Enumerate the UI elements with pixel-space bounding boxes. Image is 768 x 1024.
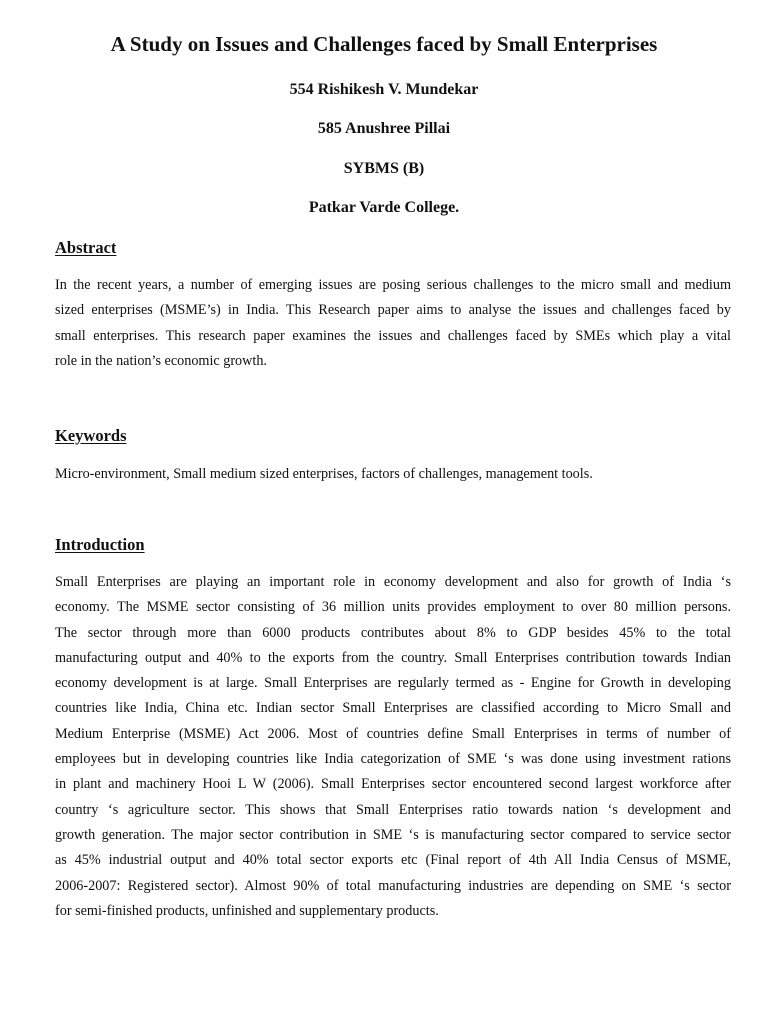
introduction-line: country ‘s agriculture sector. This shows that Small Enterprises ratio towards nation ‘s development and [55,801,731,818]
introduction-line: in plant and machinery Hooi L W (2006). Small Enterprises sector encountered second largest workforce after [55,776,731,793]
introduction-line: economy development is at large. Small Enterprises are regularly termed as - Engine for Growth in developing [55,675,731,692]
abstract-line: role in the nation’s economic growth. [55,352,267,369]
author-2: 585 Anushree Pillai [317,120,451,137]
introduction-line: countries like India, China etc. Indian sector Small Enterprises are classified according to Micro Small and [55,700,731,717]
abstract-line: In the recent years, a number of emerging issues are posing serious challenges to the micro small and medium [55,277,731,293]
abstract-heading: Abstract [55,238,117,257]
class-name: SYBMS (B) [343,160,425,177]
introduction-line: manufacturing output and 40% to the exports from the country. Small Enterprises contribution towards Indian [55,649,731,666]
document-title: A Study on Issues and Challenges faced by Small Enterprises [110,32,658,56]
author-1: 554 Rishikesh V. Mundekar [289,81,479,98]
college-name: Patkar Varde College. [308,199,460,216]
introduction-heading: Introduction [55,535,145,554]
introduction-line: The sector through more than 6000 products contributes about 8% to GDP besides 45% to the total [55,624,731,641]
introduction-line: as 45% industrial output and 40% total sector exports etc (Final report of 4th All India Census of MSME, [55,852,731,869]
introduction-line: employees but in developing countries like India categorization of SME ‘s was done using investment rations [55,751,731,768]
introduction-line: economy. The MSME sector consisting of 36 million units provides employment to over 80 million persons. [55,599,731,616]
abstract-paragraph [55,273,731,374]
introduction-line: growth generation. The major sector contribution in SME ‘s is manufacturing sector compared to service sector [55,826,731,843]
keywords-heading: Keywords [55,426,127,445]
abstract-line: sized enterprises (MSME’s) in India. This Research paper aims to analyse the issues and challenges faced by [55,302,731,319]
introduction-line: Medium Enterprise (MSME) Act 2006. Most of countries define Small Enterprises in terms of number of [55,725,731,742]
introduction-paragraph [55,570,731,924]
introduction-line: Small Enterprises are playing an important role in economy development and also for growth of India ‘s [55,574,731,590]
keywords-text: Micro-environment, Small medium sized enterprises, factors of challenges, management tools. [55,466,593,482]
introduction-line: 2006-2007: Registered sector). Almost 90% of total manufacturing industries are depending on SME ‘s sector [55,877,731,894]
abstract-line: small enterprises. This research paper examines the issues and challenges faced by SMEs which play a vital [55,327,731,344]
introduction-line: for semi-finished products, unfinished and supplementary products. [55,902,439,919]
